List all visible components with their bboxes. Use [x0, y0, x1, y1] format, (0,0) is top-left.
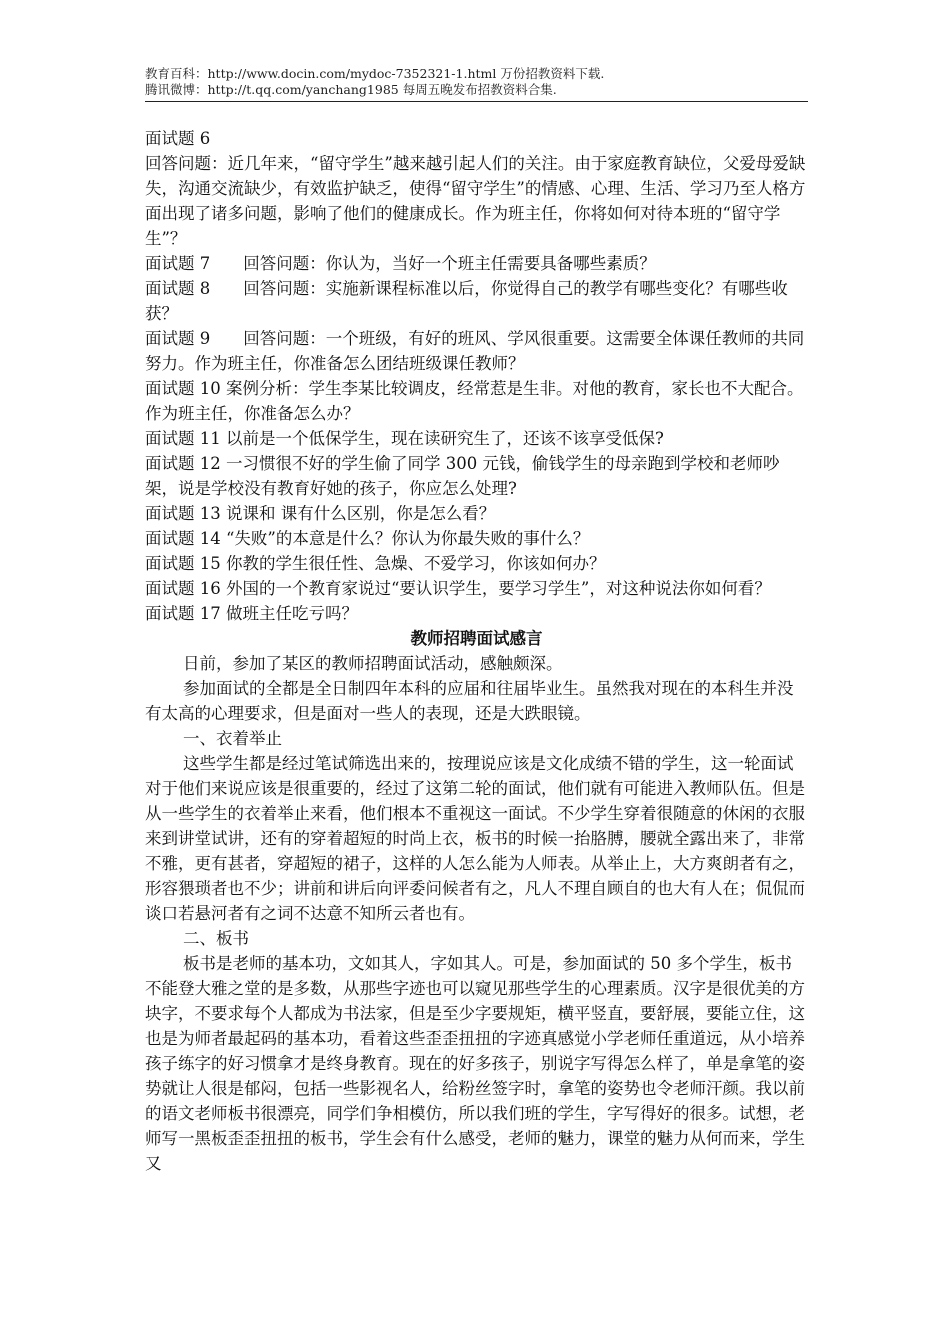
- document-body: [145, 126, 808, 1176]
- essay-paragraph: 参加面试的全都是全日制四年本科的应届和往届毕业生。虽然我对现在的本科生并没有太高的心理要求，但是面对一些人的表现，还是大跌眼镜。: [145, 679, 794, 723]
- question-10: 面试题 10 案例分析：学生李某比较调皮，经常惹是生非。对他的教育，家长也不大配合。作为班主任，你准备怎么办？: [145, 379, 804, 423]
- header-line-docin: 教育百科：http://www.docin.com/mydoc-7352321-1.html 万份招教资料下载.: [145, 66, 605, 81]
- section-heading-attire: 一、衣着举止: [183, 729, 282, 748]
- question-11: 面试题 11 以前是一个低保学生，现在读研究生了，还该不该享受低保?: [145, 429, 664, 448]
- essay-paragraph: 日前，参加了某区的教师招聘面试活动，感触颇深。: [183, 654, 563, 673]
- question-6-label: 面试题 6: [145, 129, 211, 148]
- header-divider: [145, 101, 808, 102]
- question-9: 面试题 9 回答问题：一个班级，有好的班风、学风很重要。这需要全体课任教师的共同努力。作为班主任，你准备怎么团结班级课任教师？: [145, 329, 805, 373]
- essay-title: 教师招聘面试感言: [410, 629, 543, 648]
- question-16: 面试题 16 外国的一个教育家说过“要认识学生，要学习学生”，对这种说法你如何看？: [145, 579, 771, 598]
- question-14: 面试题 14 “失败”的本意是什么？你认为你最失败的事什么？: [145, 529, 590, 548]
- question-15: 面试题 15 你教的学生很任性、急燥、不爱学习，你该如何办？: [145, 554, 606, 573]
- question-7: 面试题 7 回答问题：你认为，当好一个班主任需要具备哪些素质？: [145, 254, 656, 273]
- question-8: 面试题 8 回答问题：实施新课程标准以后，你觉得自己的教学有哪些变化？有哪些收获？: [145, 279, 788, 323]
- essay-paragraph: 板书是老师的基本功，文如其人，字如其人。可是，参加面试的 50 多个学生，板书不能登大雅之堂的是多数，从那些字迹也可以窥见那些学生的心理素质。汉字是很优美的方块字，不要求每个人都成为书法家，但是至少字要规矩，横平竖直，要舒展，要能立住，这也是为师者最起码的基本功，看着这些歪歪扭扭的字迹真感觉小学老师任重道远，从小培养孩子练字的好习惯拿才是终身教育。现在的好多孩子，别说字写得怎么样了，单是拿笔的姿势就让人很是郁闷，包括一些影视名人，给粉丝签字时，拿笔的姿势也令老师汗颜。我以前的语文老师板书很漂亮，同学们争相模仿，所以我们班的学生，字写得好的很多。试想，老师写一黑板歪歪扭扭的板书，学生会有什么感受，老师的魅力，课堂的魅力从何而来，学生又: [145, 954, 805, 1173]
- header-line-weibo: 腾讯微博：http://t.qq.com/yanchang1985 每周五晚发布招教资料合集.: [145, 82, 557, 97]
- question-12: 面试题 12 一习惯很不好的学生偷了同学 300 元钱，偷钱学生的母亲跑到学校和老师吵架，说是学校没有教育好她的孩子，你应怎么处理?: [145, 454, 780, 498]
- question-17: 面试题 17 做班主任吃亏吗？: [145, 604, 358, 623]
- question-13: 面试题 13 说课和 课有什么区别，你是怎么看？: [145, 504, 496, 523]
- question-6-text: 回答问题：近几年来，“留守学生”越来越引起人们的关注。由于家庭教育缺位，父爱母爱缺失，沟通交流缺少，有效监护缺乏，使得“留守学生”的情感、心理、生活、学习乃至人格方面出现了诸多问题，影响了他们的健康成长。作为班主任，你将如何对待本班的“留守学生”？: [145, 154, 806, 248]
- section-heading-blackboard: 二、板书: [183, 929, 249, 948]
- page-header: [145, 66, 808, 98]
- essay-paragraph: 这些学生都是经过笔试筛选出来的，按理说应该是文化成绩不错的学生，这一轮面试对于他们来说应该是很重要的，经过了这第二轮的面试，他们就有可能进入教师队伍。但是从一些学生的衣着举止来看，他们根本不重视这一面试。不少学生穿着很随意的休闲的衣服来到讲堂试讲，还有的穿着超短的时尚上衣，板书的时候一抬胳膊，腰就全露出来了，非常不雅，更有甚者，穿超短的裙子，这样的人怎么能为人师表。从举止上，大方爽朗者有之，形容猥琐者也不少；讲前和讲后向评委问候者有之，凡人不理自顾自的也大有人在；侃侃而谈口若悬河者有之词不达意不知所云者也有。: [145, 754, 805, 923]
